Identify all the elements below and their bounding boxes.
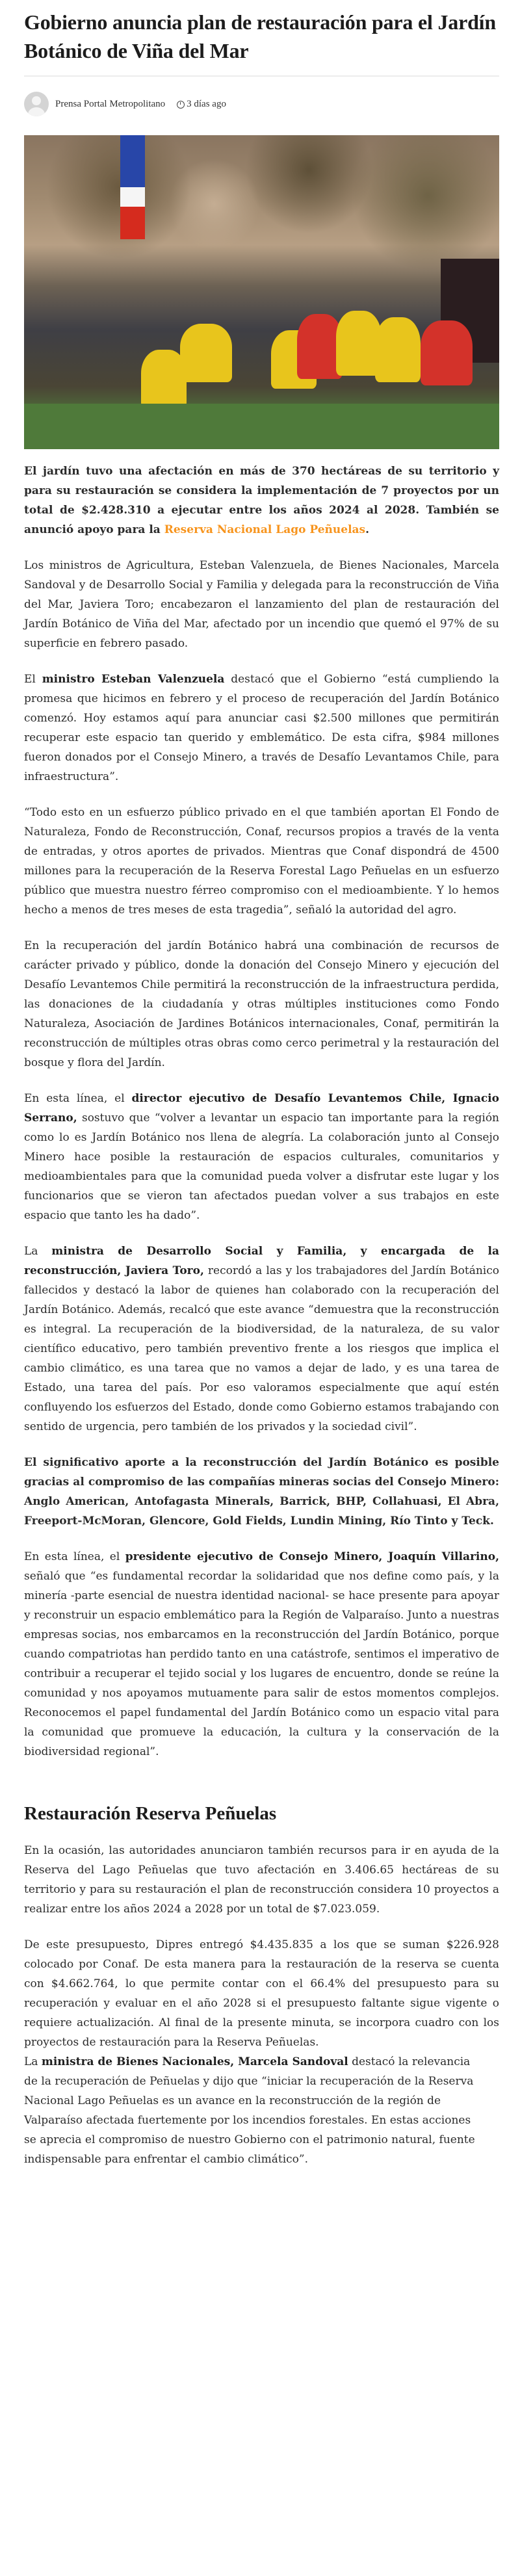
featured-image (24, 135, 499, 449)
publish-time: 3 días ago (187, 98, 226, 109)
paragraph: En la recuperación del jardín Botánico habrá una combinación de recursos de carácter privado y público, donde la donación del Consejo Minero y ejecución del Desafío Levantemos Chile permitirá la reconstrucción de la infraestructura perdida, las donaciones de la ciudadanía y otras múltiples instituciones como Fondo Naturaleza, Asociación de Jardines Botánicos internacionales, Conaf, permitirán la reconstrucción de múltiples otras obras como cerco perimetral y la restauración del bosque y flora del Jardín. (24, 939, 499, 1069)
article (24, 0, 499, 2185)
chile-flag (120, 135, 145, 239)
paragraph: El ministro Esteban Valenzuela destacó que el Gobierno “está cumpliendo la promesa que hicimos en febrero y el proceso de recuperación del Jardín Botánico comenzó. Hoy estamos aquí para anunciar casi $2.500 millones que permitirán recuperar este espacio tan querido y emblemático. De esta cifra, $984 millones fueron donados por el Consejo Minero, a través de Desafío Levantamos Chile, para infraestructura”. (24, 673, 499, 783)
author-avatar[interactable] (24, 92, 49, 116)
paragraph: La ministra de Bienes Nacionales, Marcela Sandoval destacó la relevancia de la recuperación de Peñuelas y dijo que “iniciar la recuperación de la Reserva Nacional Lago Peñuelas es un avance en la reconstrucción de la región de Valparaíso afectada fuertemente por los incendios forestales. En estas acciones se aprecia el compromiso de nuestro Gobierno con el patrimonio natural, fuente indispensable para enfrentar el cambio climático”. (24, 2055, 475, 2166)
paragraph: En esta línea, el director ejecutivo de Desafío Levantemos Chile, Ignacio Serrano, sostuvo que “volver a levantar un espacio tan importante para la región como lo es Jardín Botánico nos llena de alegría. La colaboración junto al Consejo Minero hace posible la restauración de espacios culturales, comunitarios y medioambientales para que la comunidad pueda volver a disfrutar este lugar y los funcionarios que se vieron tan afectados puedan volver a sus trabajos en este espacio que tanto les ha dado”. (24, 1092, 499, 1222)
paragraph: La ministra de Desarrollo Social y Familia, y encargada de la reconstrucción, Javiera Toro, recordó a las y los trabajadores del Jardín Botánico fallecidos y destacó la labor de quienes han colaborado con la recuperación del Jardín Botánico. Además, recalcó que este avance “demuestra que la reconstrucción es integral. La recuperación de la biodiversidad, de la naturaleza, de su valor científico educativo, pero también preventivo frente a los riesgos que implica el cambio climático, es una tarea que no vamos a dejar de lado, y es una tarea de Estado, una tarea del país. Por eso valoramos especialmente que aquí estén confluyendo los esfuerzos del Estado, donde como Gobierno estamos trabajando con sentido de urgencia, pero también de los privados y la sociedad civil”. (24, 1245, 499, 1433)
bold-name: ministro Esteban Valenzuela (42, 673, 225, 686)
paragraph: En la ocasión, las autoridades anunciaron también recursos para ir en ayuda de la Reserva del Lago Peñuelas que tuvo afectación en 3.406.65 hectáreas de su territorio y para su restauración el plan de reconstrucción considera 10 proyectos a realizar entre los años 2024 a 2028 por un total de $7.023.059. (24, 1844, 499, 1916)
paragraph: En esta línea, el presidente ejecutivo de Consejo Minero, Joaquín Villarino, señaló que “es fundamental recordar la solidaridad que nos define como país, y la minería -parte esencial de nuestra identidad nacional- se hace presente para apoyar y reconstruir un espacio emblemático para la Región de Valparaíso. Junto a nuestras empresas socias, nos embarcamos en la reconstrucción del Jardín Botánico, porque cuando compatriotas han perdido tanto en una catástrofe, sentimos el imperativo de contribuir a recuperar el tejido social y los lugares de encuentro, donde se reúne la comunidad y nos apoyamos mutuamente para salir de estos momentos complejos. Reconocemos el papel fundamental del Jardín Botánico como un espacio vital para la comunidad que promueve la educación, la cultura y la conservación de la biodiversidad regional”. (24, 1550, 499, 1758)
title-divider (24, 75, 499, 77)
section-heading: Restauración Reserva Peñuelas (24, 1803, 277, 1824)
lead-paragraph (24, 462, 499, 540)
clock-icon (177, 101, 185, 109)
bold-name: ministra de Bienes Nacionales, Marcela Sandoval (41, 2055, 348, 2068)
paragraph-bold: El significativo aporte a la reconstrucción del Jardín Botánico es posible gracias al compromiso de las compañías mineras socias del Consejo Minero: Anglo American, Antofagasta Minerals, Barrick, BHP, Collahuasi, El Abra, Freeport-McMoran, Glencore, Gold Fields, Lundin Mining, Río Tinto y Teck. (24, 1456, 499, 1528)
bold-name: director ejecutivo de Desafío Levantemos Chile, Ignacio Serrano, (24, 1092, 499, 1125)
lead-end: . (365, 523, 370, 536)
bold-name: presidente ejecutivo de Consejo Minero, Joaquín Villarino, (125, 1550, 499, 1563)
lead-text: El jardín tuvo una afectación en más de 370 hectáreas de su territorio y para su restauración se considera la implementación de 7 proyectos por un total de $2.428.310 a ejecutar entre los años 2024 al 2028. También se anunció apoyo para la (24, 465, 499, 536)
article-meta (24, 91, 499, 117)
author-name[interactable]: Prensa Portal Metropolitano (55, 98, 166, 109)
reserva-link[interactable]: Reserva Nacional Lago Peñuelas (164, 523, 366, 536)
paragraph: De este presupuesto, Dipres entregó $4.435.835 a los que se suman $226.928 colocado por Conaf. De esta manera para la restauración de la reserva se cuenta con $4.662.764, lo que permite contar con el 66.4% del presupuesto para su recuperación y evaluar en el año 2028 si el presupuesto faltante sigue vigente o requiere actualización. Al final de la presente minuta, se incorpora cuadro con los proyectos de restauración para la Reserva Peñuelas. (24, 1938, 499, 2049)
article-title: Gobierno anuncia plan de restauración para el Jardín Botánico de Viña del Mar (24, 10, 496, 62)
bold-name: ministra de Desarrollo Social y Familia, y encargada de la reconstrucción, Javiera Toro, (24, 1245, 499, 1277)
paragraph: “Todo esto en un esfuerzo público privado en el que también aportan El Fondo de Naturaleza, Fondo de Reconstrucción, Conaf, recursos propios a través de la venta de entradas, y otros aportes de privados. Mientras que Conaf dispondrá de 4500 millones para la recuperación de la Reserva Forestal Lago Peñuelas en un esfuerzo público que muestra nuestro férreo compromiso con el medioambiente. Y lo hemos hecho a menos de tres meses de esta tragedia”, señaló la autoridad del agro. (24, 806, 499, 917)
paragraph: Los ministros de Agricultura, Esteban Valenzuela, de Bienes Nacionales, Marcela Sandoval y de Desarrollo Social y Familia y delegada para la reconstrucción de Viña del Mar, Javiera Toro; encabezaron el lanzamiento del plan de restauración del Jardín Botánico de Viña del Mar, afectado por un incendio que quemó el 97% de su superficie en febrero pasado. (24, 559, 499, 650)
